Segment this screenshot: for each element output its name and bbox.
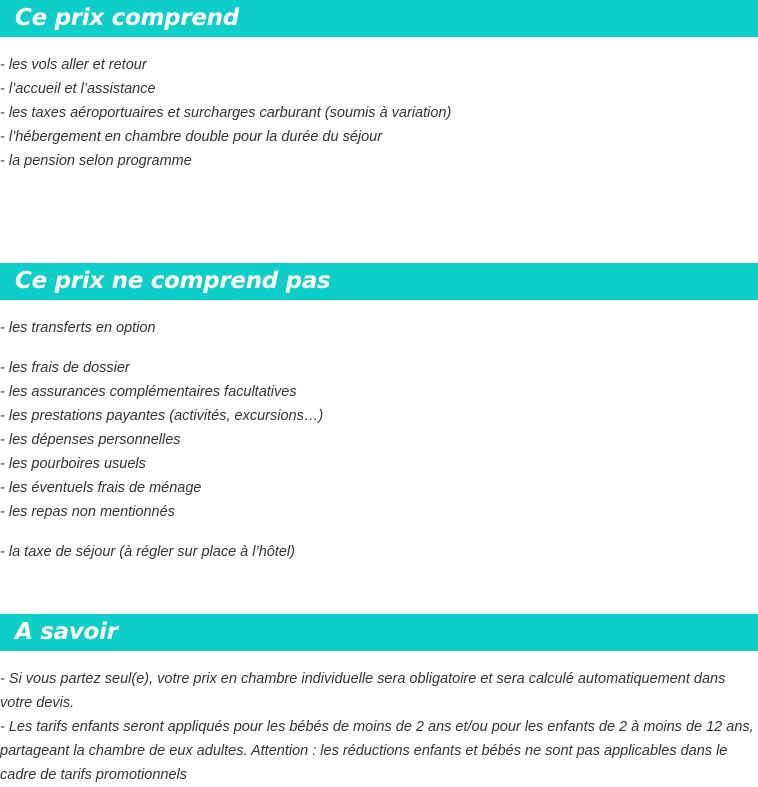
included-item: - l’accueil et l’assistance xyxy=(0,81,156,97)
excluded-item: - les frais de dossier xyxy=(0,360,130,376)
excluded-item: - les dépenses personnelles xyxy=(0,432,181,448)
know-paragraph: - Les tarifs enfants seront appliqués pour les bébés de moins de 2 ans et/ou pour les enfants de 2 à moins de 12 ans, partageant la chambre de eux adultes. Attention : les réductions enfants et bébés ne sont pas applicables dans le cadre de tarifs promotionnels xyxy=(0,719,754,783)
section-header-excluded: Ce prix ne comprend pas xyxy=(0,263,758,300)
included-item: - la pension selon programme xyxy=(0,153,192,169)
excluded-item: - les pourboires usuels xyxy=(0,456,146,472)
know-paragraph: - Si vous partez seul(e), votre prix en chambre individuelle sera obligatoire et sera calculé automatiquement dans votre devis. xyxy=(0,671,726,711)
excluded-item: - les éventuels frais de ménage xyxy=(0,480,202,496)
excluded-item: - les transferts en option xyxy=(0,320,156,336)
excluded-item: - les prestations payantes (activités, excursions…) xyxy=(0,408,324,424)
included-item: - les vols aller et retour xyxy=(0,57,147,73)
section-header-know: A savoir xyxy=(0,614,758,651)
excluded-item: - les assurances complémentaires facultatives xyxy=(0,384,297,400)
included-item: - les taxes aéroportuaires et surcharges carburant (soumis à variation) xyxy=(0,105,452,121)
section-header-included: Ce prix comprend xyxy=(0,0,758,37)
included-item: - l’hébergement en chambre double pour la durée du séjour xyxy=(0,129,383,145)
excluded-item: - les repas non mentionnés xyxy=(0,504,175,520)
excluded-item: - la taxe de séjour (à régler sur place à l’hôtel) xyxy=(0,544,295,560)
